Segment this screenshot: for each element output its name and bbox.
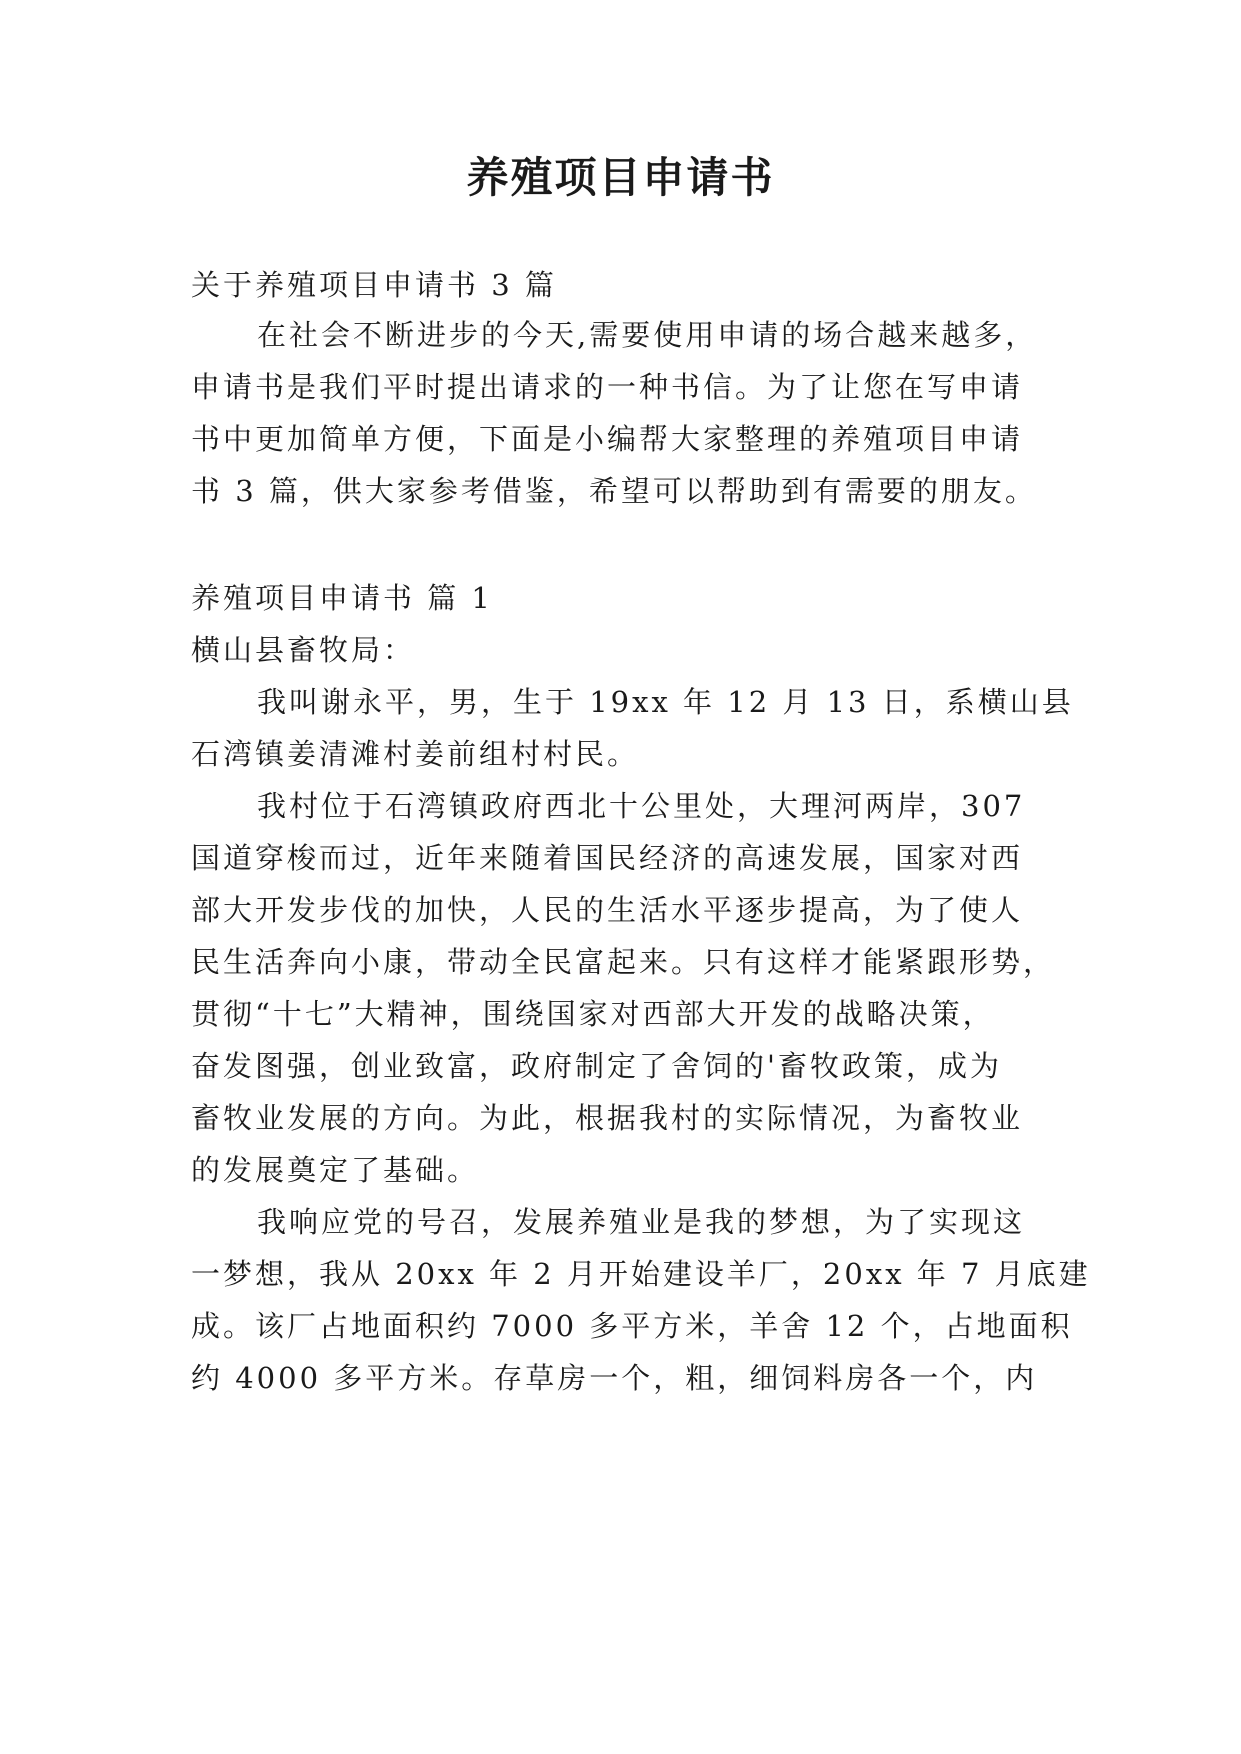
intro-line: 在社会不断进步的今天,需要使用申请的场合越来越多， bbox=[257, 318, 1038, 352]
intro-line: 书 3 篇，供大家参考借鉴，希望可以帮助到有需要的朋友。 bbox=[191, 474, 1037, 508]
intro-line: 申请书是我们平时提出请求的一种书信。为了让您在写申请 bbox=[191, 370, 1024, 404]
paragraph-line: 石湾镇姜清滩村姜前组村村民。 bbox=[191, 737, 640, 771]
paragraph-line: 一梦想，我从 20xx 年 2 月开始建设羊厂，20xx 年 7 月底建 bbox=[191, 1257, 1091, 1291]
paragraph-line: 奋发图强，创业致富，政府制定了舍饲的'畜牧政策，成为 bbox=[191, 1049, 1002, 1083]
paragraph-line: 成。该厂占地面积约 7000 多平方米，羊舍 12 个，占地面积 bbox=[191, 1309, 1073, 1343]
document-title: 养殖项目申请书 bbox=[466, 153, 775, 202]
paragraph-line: 贯彻“十七”大精神，围绕国家对西部大开发的战略决策， bbox=[191, 997, 995, 1031]
paragraph-line: 我叫谢永平，男，生于 19xx 年 12 月 13 日，系横山县 bbox=[257, 685, 1074, 719]
paragraph-line: 民生活奔向小康，带动全民富起来。只有这样才能紧跟形势， bbox=[191, 945, 1056, 979]
article-heading: 养殖项目申请书 篇 1 bbox=[191, 581, 493, 615]
intro-line: 书中更加简单方便，下面是小编帮大家整理的养殖项目申请 bbox=[191, 422, 1024, 456]
paragraph-line: 我响应党的号召，发展养殖业是我的梦想，为了实现这 bbox=[257, 1205, 1026, 1239]
paragraph-line: 我村位于石湾镇政府西北十公里处，大理河两岸，307 bbox=[257, 789, 1026, 823]
paragraph-line: 的发展奠定了基础。 bbox=[191, 1153, 480, 1187]
paragraph-line: 部大开发步伐的加快，人民的生活水平逐步提高，为了使人 bbox=[191, 893, 1024, 927]
paragraph-line: 畜牧业发展的方向。为此，根据我村的实际情况，为畜牧业 bbox=[191, 1101, 1024, 1135]
paragraph-line: 国道穿梭而过，近年来随着国民经济的高速发展，国家对西 bbox=[191, 841, 1024, 875]
salutation: 横山县畜牧局： bbox=[191, 633, 416, 667]
paragraph-line: 约 4000 多平方米。存草房一个，粗，细饲料房各一个，内 bbox=[191, 1361, 1038, 1395]
intro-heading: 关于养殖项目申请书 3 篇 bbox=[191, 268, 557, 302]
